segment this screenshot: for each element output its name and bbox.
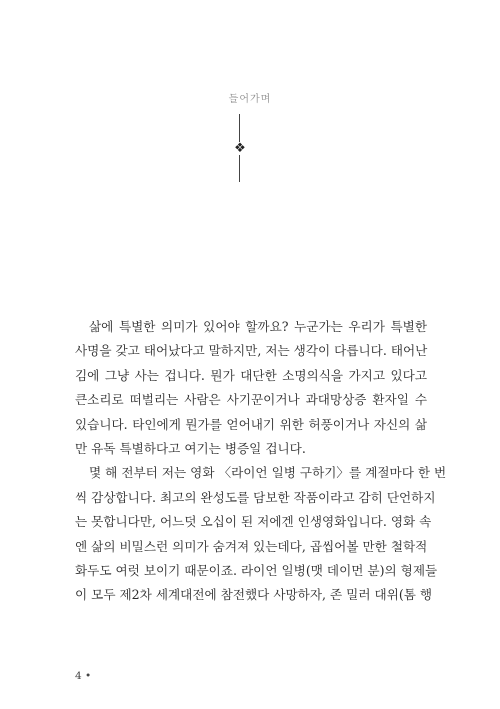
body-line: 만 유독 특별하다고 여기는 병증일 겁니다.: [75, 441, 306, 457]
body-line: 큰소리로 떠벌리는 사람은 사기꾼이거나 과대망상증 환자일 수: [75, 392, 427, 408]
body-line: 이 모두 제2차 세계대전에 참전했다 사망하자, 존 밀러 대위(톰 행: [75, 587, 433, 603]
chapter-title: 들어가며: [228, 94, 272, 105]
body-line: 몇 해 전부터 저는 영화 〈라이언 일병 구하기〉를 계절마다 한 번: [89, 465, 447, 481]
body-line: 김에 그냥 사는 겁니다. 뭔가 대단한 소명의식을 가지고 있다고: [75, 367, 427, 383]
body-text: [75, 315, 447, 608]
body-line: 화두도 여럿 보이기 때문이죠. 라이언 일병(맷 데이먼 분)의 형제들: [75, 563, 438, 579]
chapter-ornament: [234, 114, 246, 182]
diamond-ornament-icon: ❖: [234, 141, 246, 156]
page-number: 4 •: [75, 670, 92, 682]
body-line: 엔 삶의 비밀스런 의미가 숨겨져 있는데다, 곱씹어볼 만한 철학적: [75, 538, 428, 554]
body-line: 삶에 특별한 의미가 있어야 할까요? 누군가는 우리가 특별한: [89, 319, 427, 334]
body-line: 있습니다. 타인에게 뭔가를 얻어내기 위한 허풍이거나 자신의 삶: [75, 416, 427, 432]
body-line: 씩 감상합니다. 최고의 완성도를 담보한 작품이라고 감히 단언하지: [75, 489, 436, 505]
body-line: 는 못합니다만, 어느덧 오십이 된 저에겐 인생영화입니다. 영화 속: [75, 514, 432, 530]
body-line: 사명을 갖고 태어났다고 말하지만, 저는 생각이 다릅니다. 태어난: [75, 343, 428, 359]
